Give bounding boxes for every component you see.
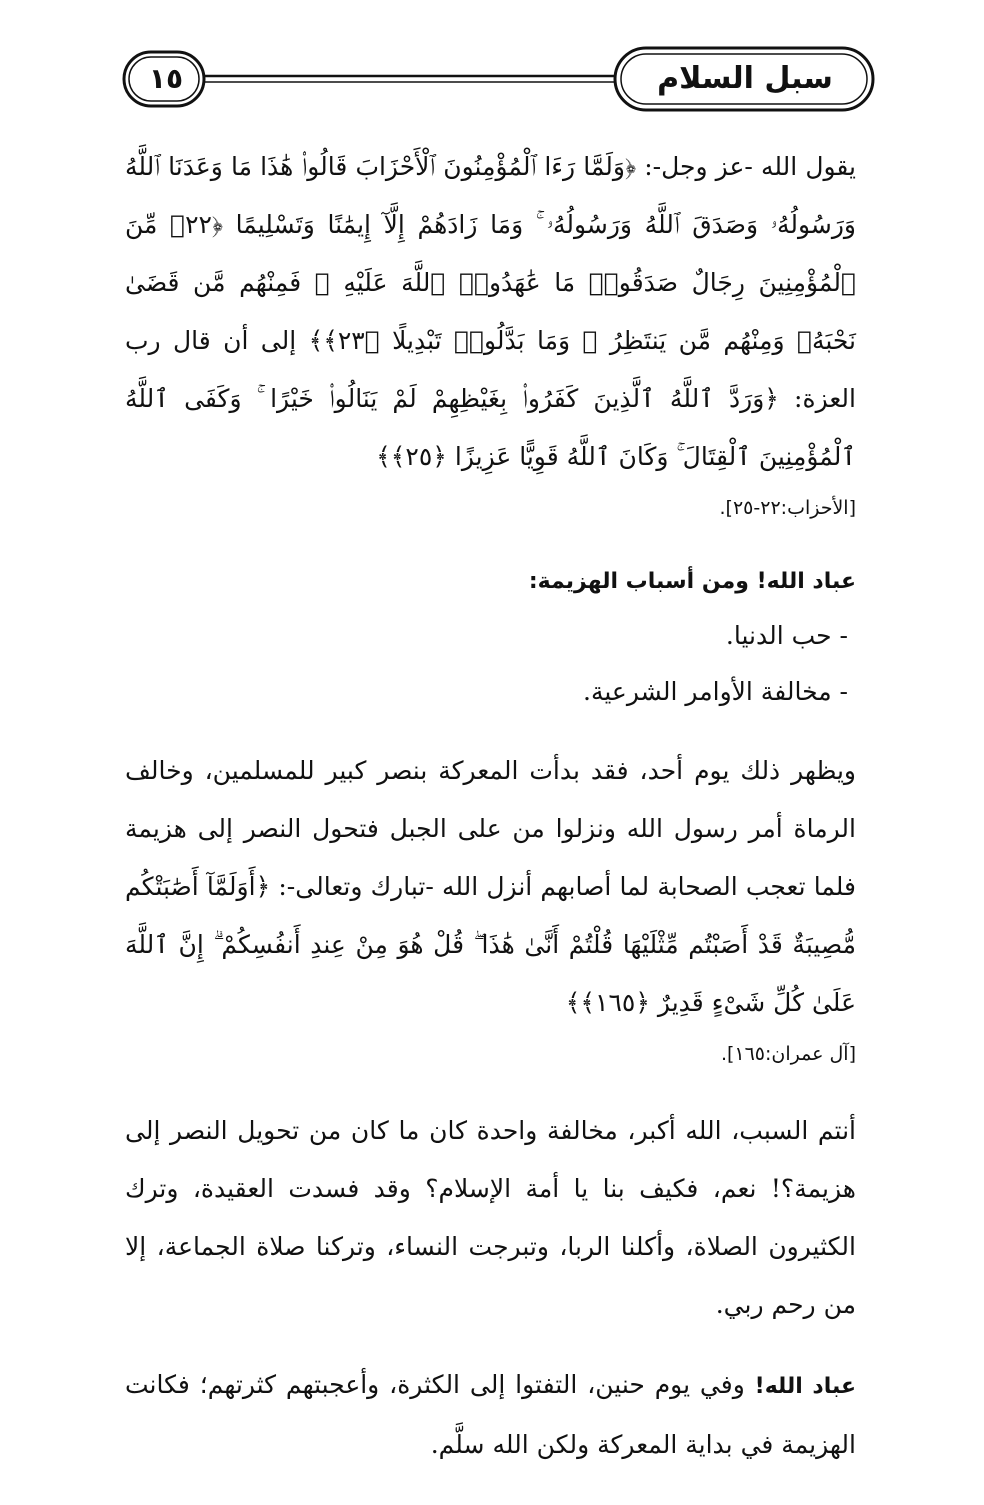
list-item-love-of-world: - حب الدنيا. [725,621,848,650]
page-number: ١٥ [148,62,184,95]
page-body [125,138,856,1474]
running-header [120,42,880,117]
paragraph-lead: عباد الله! [754,1374,856,1399]
paragraph-hunayn [125,1356,856,1474]
page-title: سبل السلام [657,61,833,96]
list-item-disobedience: - مخالفة الأوامر الشرعية. [583,677,848,706]
verse-reference-al-imran: [آل عمران:١٦٥]. [720,1043,856,1065]
section-heading: عباد الله! ومن أسباب الهزيمة: [528,569,856,594]
paragraph-uhud: ويظهر ذلك يوم أحد، فقد بدأت المعركة بنصر كبير للمسلمين، وخالف الرماة أمر رسول الله ونزلوا من على الجبل فتحول النصر إلى هزيمة فلما تعجب الصحابة لما أصابهم أنزل الله -تبارك وتعالى-: ﴿أَوَلَمَّآ أَصَٰبَتْكُم مُّصِيبَةٌ قَدْ أَصَبْتُم مِّثْلَيْهَا قُلْتُمْ أَنَّىٰ هَٰذَا ۖ قُلْ هُوَ مِنْ عِندِ أَنفُسِكُمْ ۗ إِنَّ ٱللَّهَ عَلَىٰ كُلِّ شَىْءٍ قَدِيرٌ ﴿١٦٥﴾﴾ [125,756,856,1017]
paragraph-cause: أنتم السبب، الله أكبر، مخالفة واحدة كان ما كان من تحويل النصر إلى هزيمة؟! نعم، فكيف بنا يا أمة الإسلام؟ وقد فسدت العقيدة، وترك الكثيرون الصلاة، وأكلنا الربا، وتبرجت النساء، وتركنا صلاة الجماعة، إلا من رحم ربي. [125,1116,856,1319]
paragraph-hunayn-text: وفي يوم حنين، التفتوا إلى الكثرة، وأعجبتهم كثرتهم؛ فكانت الهزيمة في بداية المعركة ولكن الله سلَّم. [125,1370,856,1459]
verse-reference-ahzab: [الأحزاب:٢٢-٢٥]. [719,497,856,519]
quran-passage-ahzab: يقول الله -عز وجل-: ﴿وَلَمَّا رَءَا ٱلْمُؤْمِنُونَ ٱلْأَحْزَابَ قَالُوا۟ هَٰذَا مَا وَعَدَنَا ٱللَّهُ وَرَسُولُهُۥ وَصَدَقَ ٱللَّهُ وَرَسُولُهُۥ ۚ وَمَا زَادَهُمْ إِلَّآ إِيمَٰنًا وَتَسْلِيمًا ﴿٢٢﴾ مِّنَ ٱلْمُؤْمِنِينَ رِجَالٌ صَدَقُوا۟ مَا عَٰهَدُوا۟ ٱللَّهَ عَلَيْهِ ۖ فَمِنْهُم مَّن قَضَىٰ نَحْبَهُۥ وَمِنْهُم مَّن يَنتَظِرُ ۖ وَمَا بَدَّلُوا۟ تَبْدِيلًا ﴿٢٣﴾﴾ إلى أن قال رب العزة: ﴿وَرَدَّ ٱللَّهُ ٱلَّذِينَ كَفَرُوا۟ بِغَيْظِهِمْ لَمْ يَنَالُوا۟ خَيْرًا ۚ وَكَفَى ٱللَّهُ ٱلْمُؤْمِنِينَ ٱلْقِتَالَ ۚ وَكَانَ ٱللَّهُ قَوِيًّا عَزِيزًا ﴿٢٥﴾﴾ [125,152,856,471]
